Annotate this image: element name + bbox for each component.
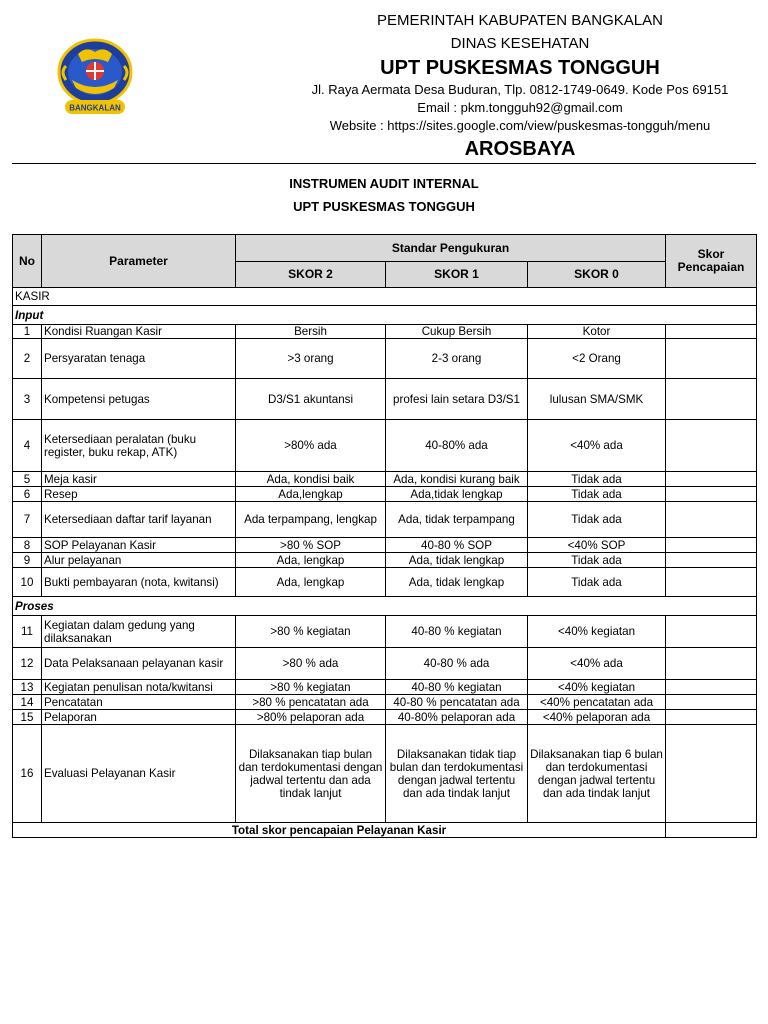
row-number: 2 <box>13 339 42 379</box>
score-cell[interactable] <box>666 339 757 379</box>
table-row <box>13 725 757 823</box>
header-address: Jl. Raya Aermata Desa Buduran, Tlp. 0812-1749-0649. Kode Pos 69151 <box>311 82 729 97</box>
skor-1-cell: 40-80 % ada <box>386 648 528 680</box>
score-cell[interactable] <box>666 680 757 695</box>
skor-1-cell: Ada,tidak lengkap <box>386 487 528 502</box>
skor-1-cell: Dilaksanakan tidak tiap bulan dan terdokumentasi dengan jadwal tertentu dan ada tindak lanjut <box>386 725 528 823</box>
table-row <box>13 553 757 568</box>
parameter-cell: Meja kasir <box>42 472 236 487</box>
row-number: 10 <box>13 568 42 597</box>
header-email: Email : pkm.tongguh92@gmail.com <box>417 100 623 115</box>
bangkalan-logo <box>56 36 134 118</box>
total-score-cell[interactable] <box>666 823 757 838</box>
group-label: Input <box>13 306 757 325</box>
score-cell[interactable] <box>666 553 757 568</box>
parameter-cell: Kegiatan penulisan nota/kwitansi <box>42 680 236 695</box>
skor-0-cell: <40% kegiatan <box>528 616 666 648</box>
parameter-cell: Alur pelayanan <box>42 553 236 568</box>
header-department: DINAS KESEHATAN <box>450 35 590 52</box>
parameter-cell: Evaluasi Pelayanan Kasir <box>42 725 236 823</box>
header-skor-0: SKOR 0 <box>528 262 666 288</box>
score-cell[interactable] <box>666 420 757 472</box>
score-cell[interactable] <box>666 502 757 538</box>
audit-table <box>12 234 757 838</box>
skor-2-cell: >80% ada <box>236 420 386 472</box>
skor-1-cell: Cukup Bersih <box>386 325 528 339</box>
row-number: 9 <box>13 553 42 568</box>
skor-0-cell: lulusan SMA/SMK <box>528 379 666 420</box>
skor-1-cell: 40-80% pelaporan ada <box>386 710 528 725</box>
row-number: 11 <box>13 616 42 648</box>
header-no: No <box>13 235 42 288</box>
row-number: 7 <box>13 502 42 538</box>
skor-0-cell: <40% ada <box>528 420 666 472</box>
table-row <box>13 472 757 487</box>
header-skor-2: SKOR 2 <box>236 262 386 288</box>
skor-0-cell: <40% pencatatan ada <box>528 695 666 710</box>
row-number: 4 <box>13 420 42 472</box>
table-row <box>13 616 757 648</box>
skor-1-cell: 2-3 orang <box>386 339 528 379</box>
skor-1-cell: 40-80 % kegiatan <box>386 680 528 695</box>
parameter-cell: Kondisi Ruangan Kasir <box>42 325 236 339</box>
row-number: 15 <box>13 710 42 725</box>
skor-2-cell: Ada,lengkap <box>236 487 386 502</box>
score-cell[interactable] <box>666 568 757 597</box>
table-row <box>13 339 757 379</box>
parameter-cell: Kompetensi petugas <box>42 379 236 420</box>
row-number: 14 <box>13 695 42 710</box>
parameter-cell: SOP Pelayanan Kasir <box>42 538 236 553</box>
score-cell[interactable] <box>666 538 757 553</box>
skor-2-cell: >3 orang <box>236 339 386 379</box>
score-cell[interactable] <box>666 487 757 502</box>
skor-0-cell: Tidak ada <box>528 502 666 538</box>
table-row <box>13 487 757 502</box>
skor-1-cell: 40-80% ada <box>386 420 528 472</box>
skor-1-cell: Ada, tidak lengkap <box>386 568 528 597</box>
skor-1-cell: 40-80 % pencatatan ada <box>386 695 528 710</box>
skor-1-cell: 40-80 % kegiatan <box>386 616 528 648</box>
skor-0-cell: <2 Orang <box>528 339 666 379</box>
table-row <box>13 325 757 339</box>
skor-2-cell: Dilaksanakan tiap bulan dan terdokumentasi dengan jadwal tertentu dan ada tindak lanjut <box>236 725 386 823</box>
skor-1-cell: Ada, kondisi kurang baik <box>386 472 528 487</box>
group-label: Proses <box>13 597 757 616</box>
score-cell[interactable] <box>666 616 757 648</box>
header-skor-1: SKOR 1 <box>386 262 528 288</box>
skor-2-cell: Ada, lengkap <box>236 568 386 597</box>
table-row <box>13 568 757 597</box>
section-row <box>13 288 757 306</box>
skor-0-cell: Dilaksanakan tiap 6 bulan dan terdokumentasi dengan jadwal tertentu dan ada tindak lanjut <box>528 725 666 823</box>
skor-0-cell: <40% ada <box>528 648 666 680</box>
skor-0-cell: Tidak ada <box>528 487 666 502</box>
row-number: 8 <box>13 538 42 553</box>
score-cell[interactable] <box>666 725 757 823</box>
table-row <box>13 379 757 420</box>
header-government: PEMERINTAH KABUPATEN BANGKALAN <box>377 12 663 29</box>
skor-2-cell: >80 % pencatatan ada <box>236 695 386 710</box>
table-row <box>13 420 757 472</box>
document-title: INSTRUMEN AUDIT INTERNAL <box>289 176 479 191</box>
skor-0-cell: <40% SOP <box>528 538 666 553</box>
skor-2-cell: Ada terpampang, lengkap <box>236 502 386 538</box>
skor-2-cell: >80 % SOP <box>236 538 386 553</box>
document-subtitle: UPT PUSKESMAS TONGGUH <box>293 199 475 214</box>
parameter-cell: Pencatatan <box>42 695 236 710</box>
table-row <box>13 538 757 553</box>
row-number: 12 <box>13 648 42 680</box>
score-cell[interactable] <box>666 648 757 680</box>
skor-2-cell: >80 % kegiatan <box>236 616 386 648</box>
skor-1-cell: 40-80 % SOP <box>386 538 528 553</box>
skor-0-cell: Tidak ada <box>528 472 666 487</box>
skor-0-cell: Tidak ada <box>528 553 666 568</box>
score-cell[interactable] <box>666 695 757 710</box>
parameter-cell: Bukti pembayaran (nota, kwitansi) <box>42 568 236 597</box>
skor-1-cell: Ada, tidak terpampang <box>386 502 528 538</box>
row-number: 3 <box>13 379 42 420</box>
header-website: Website : https://sites.google.com/view/puskesmas-tongguh/menu <box>329 118 711 133</box>
total-row <box>13 823 757 838</box>
row-number: 1 <box>13 325 42 339</box>
score-cell[interactable] <box>666 710 757 725</box>
parameter-cell: Ketersediaan peralatan (buku register, buku rekap, ATK) <box>42 420 236 472</box>
parameter-cell: Persyaratan tenaga <box>42 339 236 379</box>
skor-2-cell: >80 % kegiatan <box>236 680 386 695</box>
group-row <box>13 306 757 325</box>
audit-table-body <box>13 288 757 838</box>
letterhead-divider <box>12 163 756 164</box>
header-parameter: Parameter <box>42 235 236 288</box>
header-score-achievement: Skor Pencapaian <box>666 235 757 288</box>
score-cell[interactable] <box>666 379 757 420</box>
skor-0-cell: Kotor <box>528 325 666 339</box>
parameter-cell: Pelaporan <box>42 710 236 725</box>
header-standard: Standar Pengukuran <box>236 235 666 262</box>
parameter-cell: Ketersediaan daftar tarif layanan <box>42 502 236 538</box>
table-row <box>13 680 757 695</box>
skor-2-cell: Bersih <box>236 325 386 339</box>
parameter-cell: Data Pelaksanaan pelayanan kasir <box>42 648 236 680</box>
table-row <box>13 648 757 680</box>
section-label: KASIR <box>13 288 757 306</box>
logo-label: BANGKALAN <box>69 103 121 113</box>
skor-0-cell: <40% pelaporan ada <box>528 710 666 725</box>
skor-0-cell: Tidak ada <box>528 568 666 597</box>
score-cell[interactable] <box>666 472 757 487</box>
table-row <box>13 695 757 710</box>
header-city: AROSBAYA <box>464 138 576 160</box>
row-number: 16 <box>13 725 42 823</box>
parameter-cell: Kegiatan dalam gedung yang dilaksanakan <box>42 616 236 648</box>
table-row <box>13 502 757 538</box>
row-number: 5 <box>13 472 42 487</box>
row-number: 13 <box>13 680 42 695</box>
row-number: 6 <box>13 487 42 502</box>
skor-2-cell: Ada, kondisi baik <box>236 472 386 487</box>
skor-0-cell: <40% kegiatan <box>528 680 666 695</box>
score-cell[interactable] <box>666 325 757 339</box>
header-organization: UPT PUSKESMAS TONGGUH <box>380 57 660 79</box>
skor-2-cell: >80 % ada <box>236 648 386 680</box>
skor-2-cell: D3/S1 akuntansi <box>236 379 386 420</box>
group-row <box>13 597 757 616</box>
parameter-cell: Resep <box>42 487 236 502</box>
skor-1-cell: profesi lain setara D3/S1 <box>386 379 528 420</box>
skor-2-cell: >80% pelaporan ada <box>236 710 386 725</box>
table-row <box>13 710 757 725</box>
total-label: Total skor pencapaian Pelayanan Kasir <box>13 823 666 838</box>
skor-2-cell: Ada, lengkap <box>236 553 386 568</box>
skor-1-cell: Ada, tidak lengkap <box>386 553 528 568</box>
